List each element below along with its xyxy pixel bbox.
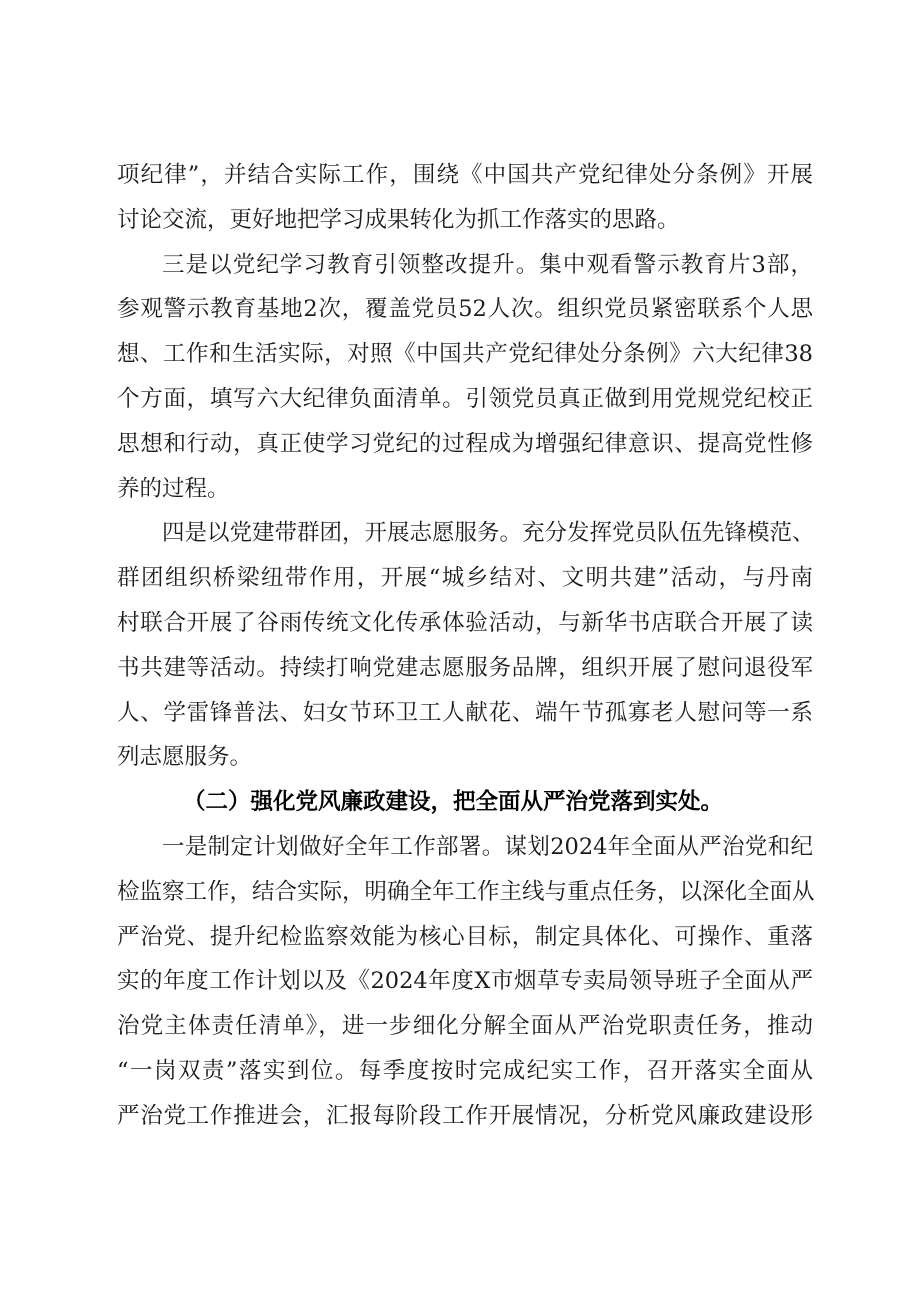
text-line: 检监察工作，结合实际，明确全年工作主线与重点任务，以深化全面从 (117, 878, 815, 905)
text-line: 讨论交流，更好地把学习成果转化为抓工作落实的思路。 (117, 206, 680, 233)
paragraph-rectification (117, 243, 813, 512)
text-line: 思想和行动，真正使学习党纪的过程成为增强纪律意识、提高党性修 (117, 430, 813, 457)
text-line: 参观警示教育基地2次，覆盖党员52人次。组织党员紧密联系个人思 (117, 296, 813, 323)
text-line: 严治党工作推进会，汇报每阶段工作开展情况，分析党风廉政建设形 (117, 1102, 813, 1129)
text-line: 人、学雷锋普法、妇女节环卫工人献花、端午节孤寡老人慰问等一系 (117, 699, 813, 726)
text-line: “一岗双责”落实到位。每季度按时完成纪实工作，召开落实全面从 (117, 1057, 813, 1084)
text-line: 实的年度工作计划以及《2024年度X市烟草专卖局领导班子全面从严 (117, 968, 813, 995)
section-heading: （二）强化党风廉政建设，把全面从严治党落到实处。 (183, 789, 724, 816)
text-line: 村联合开展了谷雨传统文化传承体验活动，与新华书店联合开展了读 (117, 609, 813, 636)
text-line: 一是制定计划做好全年工作部署。谋划2024年全面从严治党和纪 (162, 833, 813, 860)
text-line: 书共建等活动。持续打响党建志愿服务品牌，组织开展了慰问退役军 (117, 654, 813, 681)
text-line: 想、工作和生活实际，对照《中国共产党纪律处分条例》六大纪律38 (117, 341, 813, 368)
text-line: 养的过程。 (117, 475, 230, 502)
document-body (117, 153, 813, 1139)
text-line: 四是以党建带群团，开展志愿服务。充分发挥党员队伍先锋模范、 (162, 520, 815, 547)
text-line: 项纪律”，并结合实际工作，围绕《中国共产党纪律处分条例》开展 (117, 162, 813, 188)
text-line: 个方面，填写六大纪律负面清单。引领党员真正做到用党规党纪校正 (117, 385, 813, 412)
paragraph-volunteer-service (117, 511, 813, 780)
text-line: 三是以党纪学习教育引领整改提升。集中观看警示教育片3部， (162, 251, 813, 278)
text-line: 群团组织桥梁纽带作用，开展“城乡结对、文明共建”活动，与丹南 (117, 565, 813, 592)
paragraph-continuation (117, 153, 813, 243)
paragraph-annual-plan (117, 825, 813, 1139)
text-line: 治党主体责任清单》，进一步细化分解全面从严治党职责任务，推动 (117, 1013, 813, 1040)
text-line: 严治党、提升纪检监察效能为核心目标，制定具体化、可操作、重落 (117, 923, 813, 950)
text-line: 列志愿服务。 (117, 744, 253, 771)
